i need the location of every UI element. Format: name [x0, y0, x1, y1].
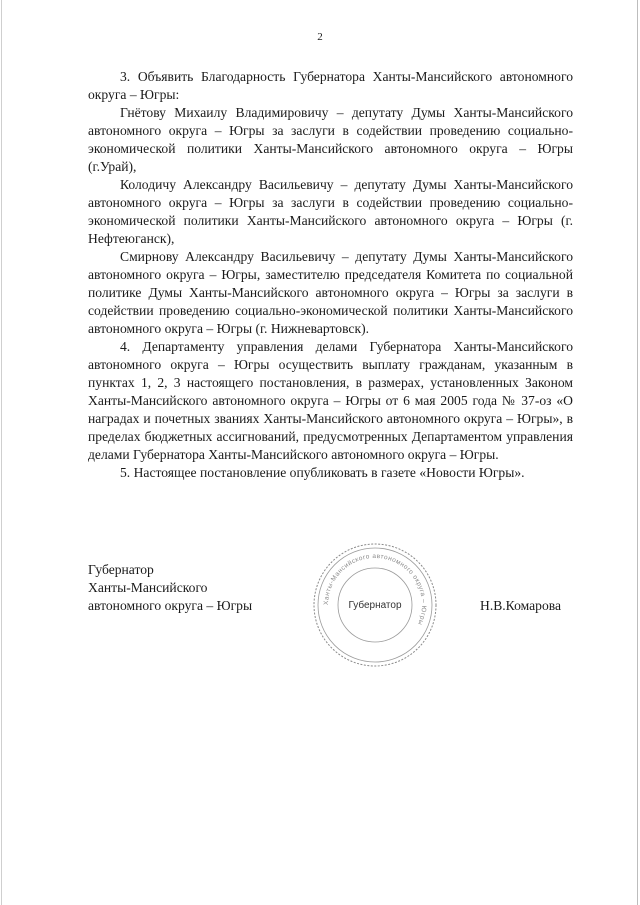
page-number: 2 [317, 31, 323, 43]
document-body [88, 68, 573, 482]
paragraph-gnetov: Гнётову Михаилу Владимировичу – депутату Думы Ханты-Мансийского автономного округа – Югры за заслуги в содействии проведению социально-экономической политики Ханты-Мансийского автономного округа – Югры (г.Урай), [88, 105, 573, 174]
signatory-title-line: автономного округа – Югры [88, 598, 253, 613]
paragraph-smirnov: Смирнову Александру Васильевичу – депутату Думы Ханты-Мансийского автономного округа – Югры, заместителю председателя Комитета по социальной политике Думы Ханты-Мансийского автономного округа – Югры за заслуги в содействии проведению социально-экономической политики Ханты-Мансийского автономного округа – Югры (г. Нижневартовск). [88, 249, 573, 336]
signatory-title-line: Губернатор [88, 562, 154, 577]
paragraph-item-5: 5. Настоящее постановление опубликовать в газете «Новости Югры». [120, 465, 525, 480]
paragraph-kolodich: Колодичу Александру Васильевичу – депутату Думы Ханты-Мансийского автономного округа – Югры за заслуги в содействии проведению социально-экономической политики Ханты-Мансийского автономного округа – Югры (г. Нефтеюганск), [88, 177, 573, 246]
seal-ring-text: Ханты-Мансийского автономного округа – Югры [322, 552, 428, 627]
scan-edge-right [637, 0, 638, 905]
signatory-name: Н.В.Комарова [480, 598, 562, 613]
signatory-title [88, 561, 252, 615]
scan-edge-left [1, 0, 2, 905]
official-seal-stamp [310, 540, 440, 670]
svg-text:Ханты-Мансийского автономного [323, 553, 427, 626]
paragraph-item-4: 4. Департаменту управления делами Губернатора Ханты-Мансийского автономного округа – Югры осуществить выплату гражданам, указанным в пунктах 1, 2, 3 настоящего постановления, в размерах, установленных Законом Ханты-Мансийского автономного округа – Югры от 6 мая 2005 года № 37-оз «О наградах и почетных званиях Ханты-Мансийского автономного округа – Югры», в пределах бюджетных ассигнований, предусмотренных Департаментом управления делами Губернатора Ханты-Мансийского автономного округа – Югры. [88, 339, 573, 462]
seal-center-text: Губернатор [348, 600, 402, 611]
paragraph-item-3: 3. Объявить Благодарность Губернатора Ханты-Мансийского автономного округа – Югры: [88, 69, 573, 102]
signatory-title-line: Ханты-Мансийского [88, 580, 208, 595]
